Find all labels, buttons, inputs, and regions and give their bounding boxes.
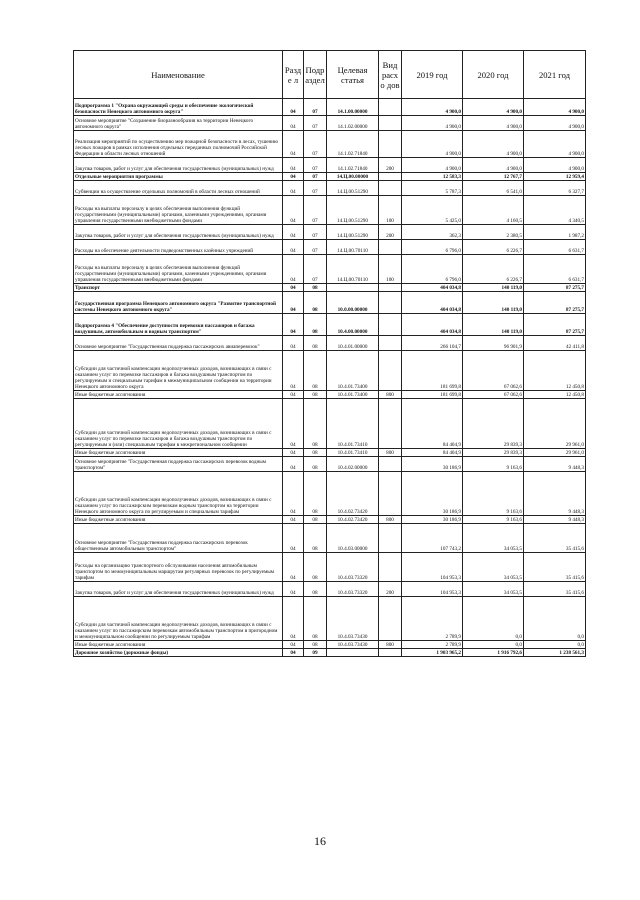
row-name: Транспорт (74, 284, 283, 292)
row-section: 04 (283, 472, 304, 516)
table-row (74, 225, 586, 240)
row-expense-type (379, 399, 402, 449)
row-target-article: 10.4.01.73410 (327, 449, 379, 457)
row-section: 04 (283, 553, 304, 582)
row-expense-type (379, 292, 402, 314)
row-section: 04 (283, 240, 304, 255)
row-value-2020: 4 900,0 (463, 131, 524, 158)
row-value-2019: 6 796,0 (402, 240, 463, 255)
row-target-article: 14.1.02.00000 (327, 116, 379, 131)
row-target-article: 14.Ц.00.70110 (327, 255, 379, 284)
row-section: 04 (283, 181, 304, 196)
row-name: Иные бюджетные ассигнования (74, 391, 283, 399)
row-name: Подпрограмма 4 "Обеспечение доступности перевозки пассажиров и багажа воздушным, автомобильным и водным транспортом" (74, 314, 283, 336)
table-row (74, 116, 586, 131)
row-value-2020: 34 053,5 (463, 582, 524, 597)
row-value-2020: 6 226,7 (463, 255, 524, 284)
row-value-2019: 84 404,9 (402, 399, 463, 449)
row-section: 04 (283, 524, 304, 553)
row-expense-type (379, 181, 402, 196)
row-value-2020: 0,0 (463, 597, 524, 641)
table-row (74, 457, 586, 472)
row-subsection: 07 (304, 158, 327, 173)
row-target-article: 14.Ц.00.51290 (327, 181, 379, 196)
row-expense-type (379, 173, 402, 181)
row-expense-type (379, 553, 402, 582)
row-value-2020: 29 839,3 (463, 449, 524, 457)
header-2019: 2019 год (402, 51, 463, 99)
row-name: Расходы на выплаты персоналу в целях обеспечения выполнения функций государственными (муниципальными) органами, казенными учреждениями, органами управления государственными внебюджетными фондами (74, 255, 283, 284)
row-value-2020: 9 163,6 (463, 457, 524, 472)
row-name: Субсидии для частичной компенсации недополученных доходов, возникающих в связи с оказанием услуг по пассажирским перевозкам водным транспортом на территории Ненецкого автономного округа по регулируемым и специальным тарифам (74, 472, 283, 516)
header-name: Наименование (74, 51, 283, 99)
row-subsection: 08 (304, 391, 327, 399)
row-section: 04 (283, 597, 304, 641)
row-value-2020: 12 767,7 (463, 173, 524, 181)
row-subsection: 08 (304, 336, 327, 351)
row-value-2021: 12 450,8 (524, 391, 586, 399)
row-value-2019: 104 953,3 (402, 582, 463, 597)
row-value-2019: 30 186,9 (402, 472, 463, 516)
table-row (74, 524, 586, 553)
table-row (74, 399, 586, 449)
row-value-2021: 6 631,7 (524, 240, 586, 255)
row-value-2019: 2 789,9 (402, 597, 463, 641)
row-subsection: 09 (304, 649, 327, 657)
budget-table (73, 50, 586, 657)
row-name: Иные бюджетные ассигнования (74, 516, 283, 524)
row-value-2021: 4 900,0 (524, 116, 586, 131)
row-expense-type (379, 524, 402, 553)
row-name: Основное мероприятие "Государственная поддержка пассажирских перевозок общественным автомобильным транспортом" (74, 524, 283, 553)
row-name: Субсидии для частичной компенсации недополученных доходов, возникающих в связи с оказанием услуг по пассажирским перевозкам автомобильным транспортом в пригородном и межмуниципальном сообщении по регулируемым тарифам (74, 597, 283, 641)
row-value-2021: 9 448,3 (524, 472, 586, 516)
header-expense-type: Вид расхо дов (379, 51, 402, 99)
table-row (74, 582, 586, 597)
row-name: Реализация мероприятий по осуществлению мер пожарной безопасности в лесах, тушению лесных пожаров в рамках исполнения отдельных переданных полномочий Российской Федерации в области лесных отношений (74, 131, 283, 158)
table-row (74, 391, 586, 399)
row-value-2021: 4 900,0 (524, 99, 586, 116)
table-row (74, 196, 586, 225)
row-subsection: 08 (304, 597, 327, 641)
row-value-2021: 87 275,7 (524, 292, 586, 314)
row-value-2021: 35 415,6 (524, 524, 586, 553)
row-value-2021: 4 340,5 (524, 196, 586, 225)
row-value-2020: 4 900,0 (463, 116, 524, 131)
row-name: Расходы на обеспечение деятельности подведомственных казённых учреждений (74, 240, 283, 255)
row-subsection: 08 (304, 292, 327, 314)
table-row (74, 336, 586, 351)
row-value-2020: 140 119,0 (463, 314, 524, 336)
table-row (74, 597, 586, 641)
row-name: Иные бюджетные ассигнования (74, 641, 283, 649)
table-row (74, 516, 586, 524)
table-row (74, 292, 586, 314)
row-section: 04 (283, 131, 304, 158)
table-row (74, 641, 586, 649)
row-section: 04 (283, 449, 304, 457)
row-value-2020: 34 053,5 (463, 553, 524, 582)
row-subsection: 07 (304, 181, 327, 196)
row-expense-type (379, 99, 402, 116)
row-value-2021: 29 961,0 (524, 449, 586, 457)
table-row (74, 158, 586, 173)
row-value-2021: 6 631,7 (524, 255, 586, 284)
row-value-2019: 266 104,7 (402, 336, 463, 351)
row-value-2021: 35 415,6 (524, 582, 586, 597)
row-section: 04 (283, 582, 304, 597)
row-value-2020: 4 900,0 (463, 158, 524, 173)
row-value-2019: 181 699,8 (402, 351, 463, 391)
row-value-2021: 29 961,0 (524, 399, 586, 449)
row-expense-type (379, 351, 402, 391)
table-body (74, 99, 586, 657)
row-value-2019: 104 953,3 (402, 553, 463, 582)
row-target-article: 10.4.03.00000 (327, 524, 379, 553)
row-section: 04 (283, 351, 304, 391)
row-expense-type (379, 131, 402, 158)
row-subsection: 08 (304, 457, 327, 472)
row-subsection: 07 (304, 173, 327, 181)
row-subsection: 07 (304, 196, 327, 225)
row-subsection: 08 (304, 524, 327, 553)
row-name: Основное мероприятие "Государственная поддержка пассажирских авиаперевозок" (74, 336, 283, 351)
row-value-2021: 12 450,8 (524, 351, 586, 391)
row-section: 04 (283, 457, 304, 472)
row-target-article: 14.Ц.00.00000 (327, 173, 379, 181)
row-value-2021: 87 275,7 (524, 314, 586, 336)
table-row (74, 649, 586, 657)
table-row (74, 284, 586, 292)
row-subsection: 07 (304, 255, 327, 284)
row-section: 04 (283, 284, 304, 292)
row-section: 04 (283, 641, 304, 649)
header-2021: 2021 год (524, 51, 586, 99)
table-row (74, 240, 586, 255)
table-row (74, 131, 586, 158)
page-number: 16 (314, 834, 326, 848)
header-target-article: Целевая статья (327, 51, 379, 99)
row-target-article: 14.1.02.71840 (327, 131, 379, 158)
row-target-article (327, 649, 379, 657)
row-expense-type: 800 (379, 449, 402, 457)
row-value-2019: 107 743,2 (402, 524, 463, 553)
row-subsection: 08 (304, 399, 327, 449)
row-name: Иные бюджетные ассигнования (74, 449, 283, 457)
row-value-2020: 9 163,6 (463, 472, 524, 516)
row-value-2020: 9 163,6 (463, 516, 524, 524)
row-target-article: 14.1.02.71840 (327, 158, 379, 173)
row-target-article: 10.4.01.73400 (327, 391, 379, 399)
row-value-2019: 404 034,8 (402, 314, 463, 336)
row-value-2019: 181 699,8 (402, 391, 463, 399)
row-subsection: 07 (304, 240, 327, 255)
header-subsection: Подр аздел (304, 51, 327, 99)
row-value-2020: 140 119,0 (463, 284, 524, 292)
row-section: 04 (283, 158, 304, 173)
row-name: Закупка товаров, работ и услуг для обеспечения государственных (муниципальных) нужд (74, 158, 283, 173)
row-value-2020: 67 062,6 (463, 391, 524, 399)
table-row (74, 553, 586, 582)
row-value-2020: 96 901,9 (463, 336, 524, 351)
table-row (74, 449, 586, 457)
row-value-2019: 5 787,3 (402, 181, 463, 196)
row-target-article: 14.Ц.00.51290 (327, 225, 379, 240)
row-value-2019: 30 186,9 (402, 457, 463, 472)
row-expense-type (379, 116, 402, 131)
row-target-article: 10.4.00.00000 (327, 314, 379, 336)
row-section: 04 (283, 314, 304, 336)
row-section: 04 (283, 99, 304, 116)
row-value-2019: 1 903 965,2 (402, 649, 463, 657)
row-name: Расходы на организацию транспортного обслуживания населения автомобильным транспортом по межмуниципальным маршрутам регулярных перевозок по регулируемым тарифам (74, 553, 283, 582)
row-value-2020: 67 062,6 (463, 351, 524, 391)
table-row (74, 351, 586, 391)
table-row (74, 314, 586, 336)
row-target-article: 14.Ц.00.51290 (327, 196, 379, 225)
row-value-2019: 84 404,9 (402, 449, 463, 457)
row-value-2019: 6 796,0 (402, 255, 463, 284)
row-name: Расходы на выплаты персоналу в целях обеспечения выполнения функций государственными (муниципальными) органами, казенными учреждениями, органами управления государственными внебюджетными фондами (74, 196, 283, 225)
row-name: Отдельные мероприятия программы (74, 173, 283, 181)
row-subsection: 08 (304, 351, 327, 391)
row-expense-type (379, 649, 402, 657)
header-section: Разде л (283, 51, 304, 99)
row-target-article: 14.1.00.00000 (327, 99, 379, 116)
table-row (74, 472, 586, 516)
row-value-2021: 4 900,0 (524, 131, 586, 158)
row-target-article: 10.4.03.73320 (327, 553, 379, 582)
row-value-2021: 35 415,6 (524, 553, 586, 582)
table-row (74, 255, 586, 284)
row-subsection: 07 (304, 116, 327, 131)
row-subsection: 08 (304, 314, 327, 336)
row-section: 04 (283, 391, 304, 399)
row-expense-type (379, 472, 402, 516)
row-expense-type: 800 (379, 391, 402, 399)
row-expense-type (379, 336, 402, 351)
row-section: 04 (283, 196, 304, 225)
row-target-article: 10.4.01.00000 (327, 336, 379, 351)
row-target-article: 14.Ц.00.70110 (327, 240, 379, 255)
row-section: 04 (283, 173, 304, 181)
row-subsection: 08 (304, 284, 327, 292)
table-row (74, 181, 586, 196)
row-value-2019: 30 186,9 (402, 516, 463, 524)
row-target-article: 10.4.02.73420 (327, 472, 379, 516)
table-row (74, 173, 586, 181)
row-value-2019: 12 583,3 (402, 173, 463, 181)
row-target-article: 10.4.02.00000 (327, 457, 379, 472)
row-value-2021: 4 900,0 (524, 158, 586, 173)
row-name: Закупка товаров, работ и услуг для обеспечения государственных (муниципальных) нужд (74, 582, 283, 597)
row-value-2021: 0,0 (524, 597, 586, 641)
row-subsection: 08 (304, 449, 327, 457)
row-target-article: 10.4.01.73410 (327, 399, 379, 449)
row-value-2019: 5 425,0 (402, 196, 463, 225)
row-value-2020: 6 541,0 (463, 181, 524, 196)
row-name: Подпрограмма 1 "Охрана окружающей среды и обеспечение экологической безопасности Ненецкого автономного округа" (74, 99, 283, 116)
row-expense-type: 100 (379, 196, 402, 225)
row-value-2019: 404 034,8 (402, 292, 463, 314)
row-target-article: 10.4.03.73430 (327, 597, 379, 641)
row-section: 04 (283, 399, 304, 449)
row-value-2021: 6 327,7 (524, 181, 586, 196)
row-subsection: 08 (304, 582, 327, 597)
row-name: Основное мероприятие "Сохранение биоразнообразия на территории Ненецкого автономного округа" (74, 116, 283, 131)
row-expense-type: 800 (379, 516, 402, 524)
row-name: Субсидии для частичной компенсации недополученных доходов, возникающих в связи с оказанием услуг по перевозке пассажиров и багажа воздушным транспортом по регулируемым и (или) специальным тарифам в межрегиональном сообщении (74, 399, 283, 449)
row-subsection: 08 (304, 472, 327, 516)
row-expense-type (379, 240, 402, 255)
row-expense-type: 200 (379, 158, 402, 173)
row-value-2020: 6 226,7 (463, 240, 524, 255)
row-expense-type (379, 457, 402, 472)
table-header-row (74, 51, 586, 99)
row-name: Закупка товаров, работ и услуг для обеспечения государственных (муниципальных) нужд (74, 225, 283, 240)
row-subsection: 07 (304, 131, 327, 158)
row-target-article: 10.4.03.73430 (327, 641, 379, 649)
row-expense-type: 200 (379, 582, 402, 597)
row-expense-type: 800 (379, 641, 402, 649)
row-section: 04 (283, 116, 304, 131)
row-value-2019: 4 900,0 (402, 158, 463, 173)
row-value-2021: 0,0 (524, 641, 586, 649)
row-value-2020: 1 916 792,6 (463, 649, 524, 657)
row-value-2021: 87 275,7 (524, 284, 586, 292)
row-value-2019: 362,3 (402, 225, 463, 240)
row-value-2019: 404 034,8 (402, 284, 463, 292)
row-value-2021: 1 238 561,3 (524, 649, 586, 657)
row-subsection: 07 (304, 99, 327, 116)
row-value-2020: 34 053,5 (463, 524, 524, 553)
row-section: 04 (283, 255, 304, 284)
row-value-2020: 140 119,0 (463, 292, 524, 314)
row-value-2021: 9 448,3 (524, 457, 586, 472)
row-expense-type (379, 284, 402, 292)
row-value-2020: 0,0 (463, 641, 524, 649)
table-row (74, 99, 586, 116)
row-value-2019: 4 900,0 (402, 116, 463, 131)
row-subsection: 07 (304, 225, 327, 240)
row-value-2019: 4 900,0 (402, 131, 463, 158)
row-target-article: 10.4.01.73400 (327, 351, 379, 391)
row-expense-type (379, 314, 402, 336)
row-value-2020: 29 839,3 (463, 399, 524, 449)
row-subsection: 08 (304, 641, 327, 649)
row-name: Основное мероприятие "Государственная поддержка пассажирских перевозок водным транспортом" (74, 457, 283, 472)
row-subsection: 08 (304, 553, 327, 582)
row-value-2021: 12 959,4 (524, 173, 586, 181)
row-expense-type: 100 (379, 255, 402, 284)
row-section: 04 (283, 292, 304, 314)
row-target-article: 10.4.02.73420 (327, 516, 379, 524)
row-target-article (327, 284, 379, 292)
row-expense-type (379, 597, 402, 641)
row-target-article: 10.4.03.73320 (327, 582, 379, 597)
row-name: Дорожное хозяйство (дорожные фонды) (74, 649, 283, 657)
row-value-2019: 4 900,0 (402, 99, 463, 116)
row-section: 04 (283, 336, 304, 351)
row-name: Субсидии для частичной компенсации недополученных доходов, возникающих в связи с оказанием услуг по перевозке пассажиров и багажа воздушным транспортом по регулируемым и специальным тарифам в межмуниципальном сообщении на территории Ненецкого автономного округа (74, 351, 283, 391)
row-section: 04 (283, 516, 304, 524)
row-expense-type: 200 (379, 225, 402, 240)
row-value-2021: 9 448,3 (524, 516, 586, 524)
row-value-2021: 42 411,8 (524, 336, 586, 351)
row-value-2020: 4 160,5 (463, 196, 524, 225)
row-value-2021: 1 987,2 (524, 225, 586, 240)
row-target-article: 10.0.00.00000 (327, 292, 379, 314)
row-subsection: 08 (304, 516, 327, 524)
row-name: Государственная программа Ненецкого автономного округа "Развитие транспортной системы Ненецкого автономного округа" (74, 292, 283, 314)
row-value-2020: 2 380,5 (463, 225, 524, 240)
row-value-2019: 2 789,9 (402, 641, 463, 649)
row-value-2020: 4 900,0 (463, 99, 524, 116)
header-2020: 2020 год (463, 51, 524, 99)
row-section: 04 (283, 225, 304, 240)
row-section: 04 (283, 649, 304, 657)
row-name: Субвенции на осуществление отдельных полномочий в области лесных отношений (74, 181, 283, 196)
